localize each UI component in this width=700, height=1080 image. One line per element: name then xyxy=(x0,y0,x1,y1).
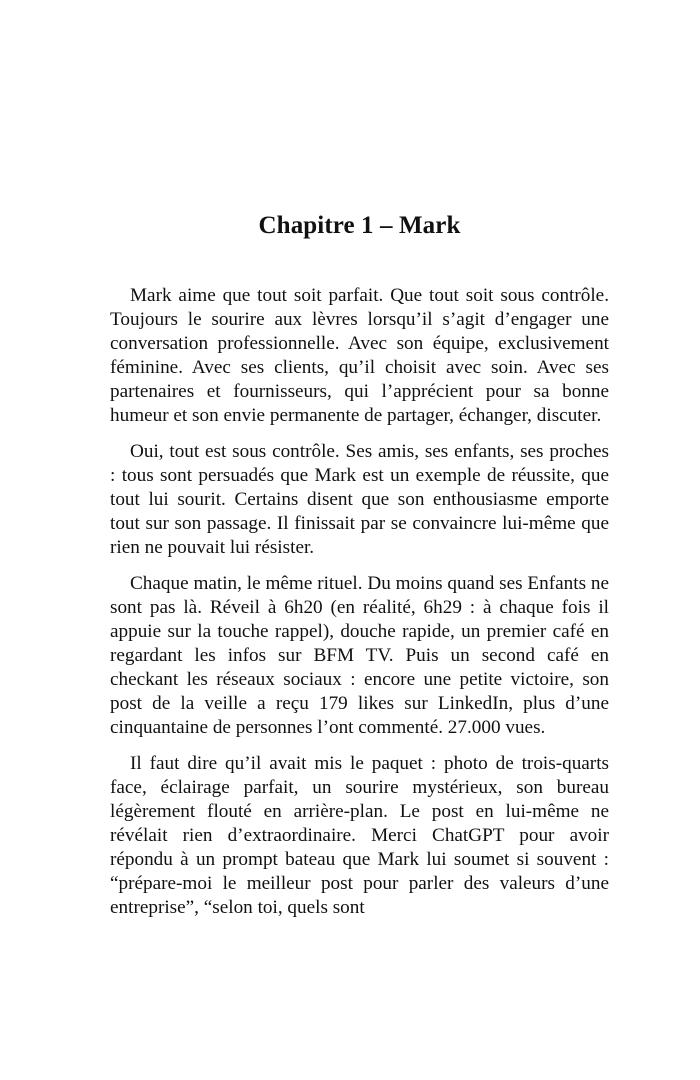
paragraph: Il faut dire qu’il avait mis le paquet : photo de trois-quarts face, éclairage parfait, un sourire mystérieux, son bureau légèrement flouté en arrière-plan. Le post en lui-même ne révélait rien d’extraordinaire. Merci ChatGPT pour avoir répondu à un prompt bateau que Mark lui soumet si souvent : “prépare-moi le meilleur post pour parler des valeurs d’une entreprise”, “selon toi, quels sont xyxy=(110,753,609,918)
paragraph: Chaque matin, le même rituel. Du moins quand ses Enfants ne sont pas là. Réveil à 6h20 (en réalité, 6h29 : à chaque fois il appuie sur la touche rappel), douche rapide, un premier café en regardant les infos sur BFM TV. Puis un second café en checkant les réseaux sociaux : encore une petite victoire, son post de la veille a reçu 179 likes sur LinkedIn, plus d’une cinquantaine de personnes l’ont commenté. 27.000 vues. xyxy=(110,573,609,738)
paragraph: Oui, tout est sous contrôle. Ses amis, ses enfants, ses proches : tous sont persuadés que Mark est un exemple de réussite, que tout lui sourit. Certains disent que son enthousiasme emporte tout sur son passage. Il finissait par se convaincre lui-même que rien ne pouvait lui résister. xyxy=(110,441,609,558)
chapter-title: Chapitre 1 – Mark xyxy=(258,212,461,239)
book-page xyxy=(110,208,609,932)
paragraph: Mark aime que tout soit parfait. Que tout soit sous contrôle. Toujours le sourire aux lèvres lorsqu’il s’agit d’engager une conversation professionnelle. Avec son équipe, exclusivement féminine. Avec ses clients, qu’il choisit avec soin. Avec ses partenaires et fournisseurs, qui l’apprécient pour sa bonne humeur et son envie permanente de partager, échanger, discuter. xyxy=(110,285,609,426)
